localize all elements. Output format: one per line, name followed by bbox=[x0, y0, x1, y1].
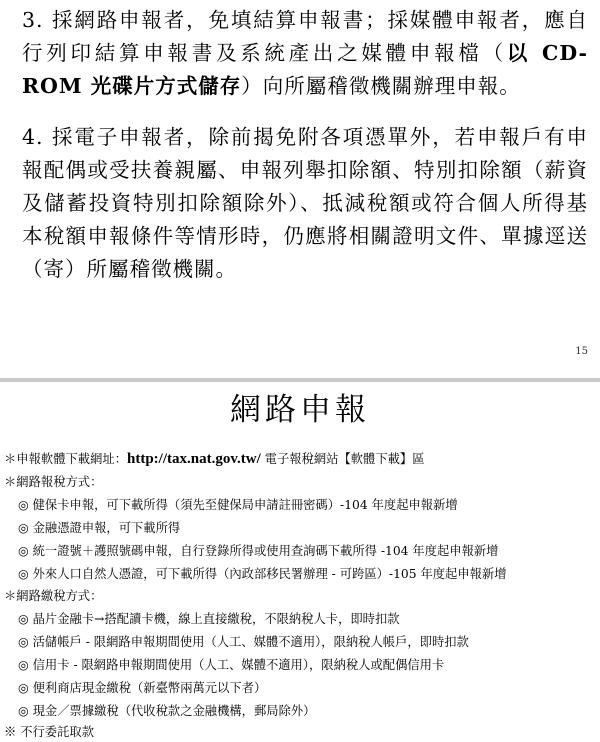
filing-methods-heading: ＊網路報稅方式： bbox=[4, 475, 103, 489]
document-page-lower bbox=[0, 382, 600, 739]
filing-method-item: ◎ 統一證號＋護照號碼申報，自行登錄所得或使用查詢碼下載所得 -104 年度起申報新增 bbox=[18, 544, 499, 558]
page-number: 15 bbox=[575, 346, 588, 357]
payment-method-item: ◎ 信用卡 - 限網路申報期間使用（人工、媒體不適用），限納稅人或配偶信用卡 bbox=[18, 658, 445, 672]
paragraph-item-4: 4. 採電子申報者，除前揭免附各項憑單外，若申報戶有申報配偶或受扶養親屬、申報列舉扣除額、特別扣除額（薪資及儲蓄投資特別扣除額除外）、抵減稅額或符合個人所得基本稅額申報條件等情形時，仍應將相關證明文件、單據逕送（寄）所屬稽徵機關。 bbox=[22, 125, 588, 281]
payment-method-item: ◎ 現金／票據繳稅（代收稅款之金融機構，郵局除外） bbox=[18, 704, 316, 718]
paragraph-3-text: 3. 採網路申報者，免填結算申報書；採媒體申報者，應自行列印結算申報書及系統產出之媒體申報檔（ bbox=[22, 8, 588, 65]
download-label: ＊申報軟體下載網址： bbox=[4, 452, 127, 466]
download-url-link[interactable]: http://tax.nat.gov.tw/ bbox=[126, 451, 261, 467]
filing-method-item: ◎ 健保卡申報，可下載所得（須先至健保局申請註冊密碼）-104 年度起申報新增 bbox=[18, 498, 458, 512]
download-url-suffix: 電子報稅網站【軟體下載】區 bbox=[260, 452, 425, 466]
payment-methods-heading: ＊網路繳稅方式： bbox=[4, 589, 103, 603]
page-title: 網路申報 bbox=[230, 392, 370, 428]
payment-method-item: ◎ 活儲帳戶 - 限網路申報期間使用（人工、媒體不適用），限納稅人帳戶，即時扣款 bbox=[18, 635, 469, 649]
filing-method-item: ◎ 外來人口自然人憑證，可下載所得（內政部移民署辦理 - 可跨區）-105 年度起申報新增 bbox=[18, 567, 507, 581]
filing-method-item: ◎ 金融憑證申報，可下載所得 bbox=[18, 521, 181, 535]
paragraph-3-text-end: ）向所屬稽徵機關辦理申報。 bbox=[241, 74, 521, 98]
download-url-line bbox=[4, 449, 425, 469]
footnote: ※ 不行委託取款 bbox=[4, 725, 94, 739]
paragraph-item-3 bbox=[22, 4, 588, 103]
payment-method-item: ◎ 便利商店現金繳稅（新臺幣兩萬元以下者） bbox=[18, 681, 267, 695]
paragraph-3-bold-text: 以 CD-ROM 光碟片方式儲存 bbox=[22, 41, 588, 98]
payment-method-item: ◎ 晶片金融卡→搭配讀卡機，線上直接繳稅，不限納稅人卡，即時扣款 bbox=[18, 612, 400, 626]
